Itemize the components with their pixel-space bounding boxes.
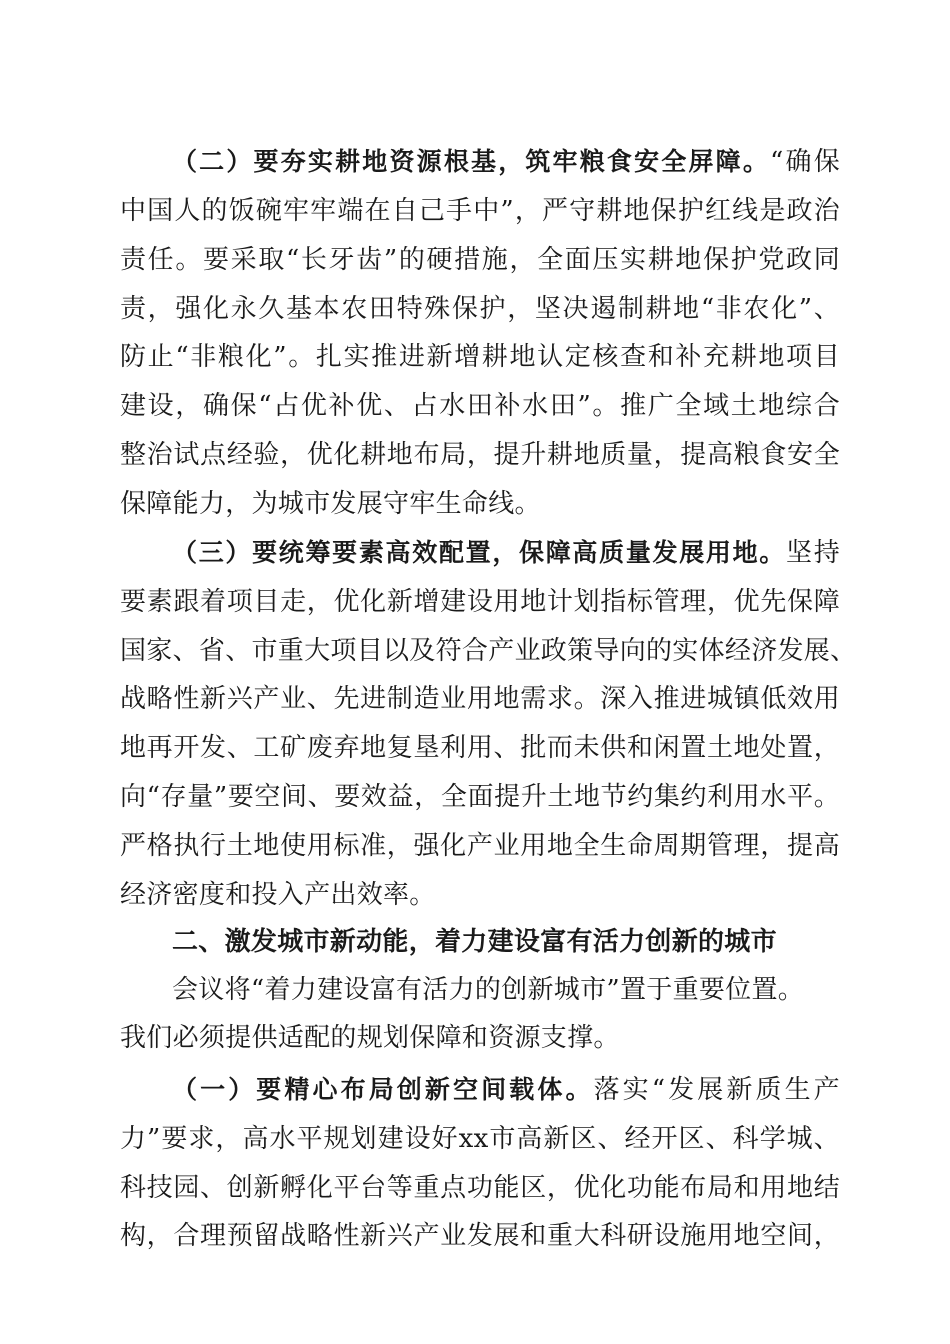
paragraph-line: 构，合理预留战略性新兴产业发展和重大科研设施用地空间， [120,1221,840,1251]
paragraph-line: 会议将“着力建设富有活力的创新城市”置于重要位置。 [172,975,805,1005]
paragraph-line: 中国人的饭碗牢牢端在自己手中”，严守耕地保护红线是政治 [120,196,840,226]
paragraph-line: 战略性新兴产业、先进制造业用地需求。深入推进城镇低效用 [120,684,840,714]
paragraph-line: 要素跟着项目走，优化新增建设用地计划指标管理，优先保障 [120,587,840,617]
item-heading: （三）要统筹要素高效配置，保障高质量发展用地。 [172,538,786,567]
paragraph-line: 科技园、创新孵化平台等重点功能区，优化功能布局和用地结 [120,1173,840,1203]
paragraph-line: 整治试点经验，优化耕地布局，提升耕地质量，提高粮食安全 [120,440,840,470]
section-heading: 二、激发城市新动能，着力建设富有活力创新的城市 [172,927,777,957]
item-heading: （一）要精心布局创新空间载体。 [172,1075,594,1104]
paragraph-line: 责，强化永久基本农田特殊保护，坚决遏制耕地“非农化”、 [120,294,840,324]
paragraph-line: 国家、省、市重大项目以及符合产业政策导向的实体经济发展、 [120,636,857,666]
paragraph-line: 严格执行土地使用标准，强化产业用地全生命周期管理，提高 [120,831,840,861]
item-heading: （二）要夯实耕地资源根基，筑牢粮食安全屏障。 [172,147,771,176]
paragraph-line: 防止“非粮化”。扎实推进新增耕地认定核查和补充耕地项目 [120,342,840,372]
paragraph-line: 向“存量”要空间、要效益，全面提升土地节约集约利用水平。 [120,782,841,812]
inline-text: “确保 [770,147,840,177]
inline-text: 坚持 [786,538,840,568]
paragraph-line: 责任。要采取“长牙齿”的硬措施，全面压实耕地保护党政同 [120,245,840,275]
paragraph-line [172,1073,840,1107]
paragraph-line: 保障能力，为城市发展守牢生命线。 [120,489,541,519]
inline-text: 落实“发展新质生产 [593,1075,840,1105]
paragraph-line [172,536,840,570]
paragraph-line [172,145,840,179]
paragraph-line: 建设，确保“占优补优、占水田补水田”。推广全域土地综合 [120,391,840,421]
paragraph-line: 地再开发、工矿废弃地复垦利用、批而未供和闲置土地处置， [120,733,840,763]
paragraph-line: 经济密度和投入产出效率。 [120,880,436,910]
paragraph-line: 力”要求，高水平规划建设好xx市高新区、经开区、科学城、 [120,1124,840,1154]
paragraph-line: 我们必须提供适配的规划保障和资源支撑。 [120,1023,620,1053]
